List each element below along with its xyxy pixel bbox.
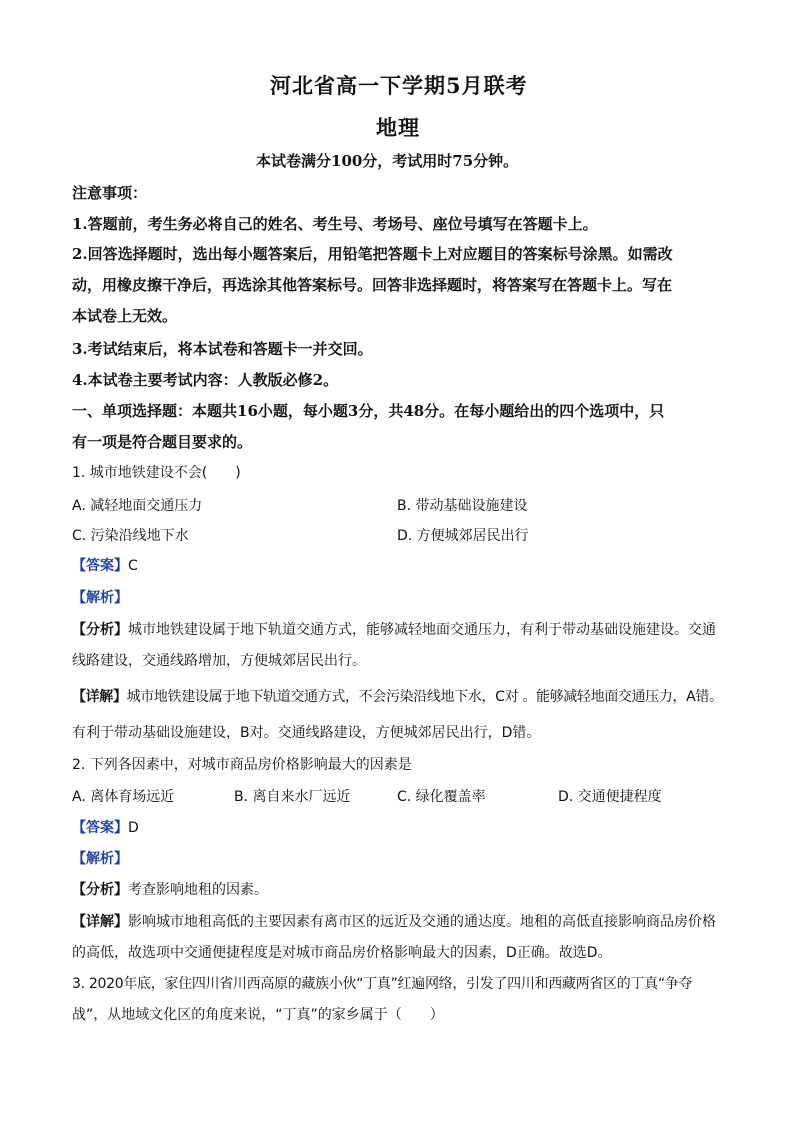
q2-option-c: C. 绿化覆盖率 (397, 789, 486, 805)
q3-stem-line-1: 3. 2020年底，家住四川省川西高原的藏族小伙“丁真”红遍网络，引发了四川和西藏两省区的丁真“争夺 (72, 976, 693, 992)
q1-analysis-tag (72, 587, 128, 607)
q1-fenxi-tag: 【分析】 (72, 622, 128, 638)
q1-analysis-label: 【解析】 (72, 590, 128, 606)
q1-fenxi-text-1: 城市地铁建设属于地下轨道交通方式，能够减轻地面交通压力，有利于带动基础设施建设。交通 (128, 622, 716, 638)
q1-xiangjie-line-1 (72, 686, 723, 706)
q3-stem-line-2: 战”，从地域文化区的角度来说，“丁真”的家乡属于（ ） (72, 1007, 444, 1023)
q2-analysis-label: 【解析】 (72, 851, 128, 867)
q1-answer-tag: 【答案】 (72, 558, 128, 574)
q1-answer (72, 555, 138, 575)
q2-option-b: B. 离自来水厂远近 (234, 789, 351, 805)
q2-fenxi-tag: 【分析】 (72, 882, 128, 898)
q2-xiangjie-text-1: 影响城市地租高低的主要因素有离市区的远近及交通的通达度。地租的高低直接影响商品房价格 (128, 914, 716, 930)
q2-answer (72, 817, 139, 837)
note-2-line-1: 2.回答选择题时，选出每小题答案后，用铅笔把答题卡上对应题目的答案标号涂黑。如需改 (72, 245, 673, 263)
note-4: 4.本试卷主要考试内容：人教版必修2。 (72, 371, 339, 389)
q1-option-b: B. 带动基础设施建设 (397, 498, 528, 514)
exam-title: 河北省高一下学期5月联考 (270, 73, 528, 98)
q1-xiangjie-text-1: 城市地铁建设属于地下轨道交通方式，不会污染沿线地下水，C对 。能够减轻地面交通压力，A错。 (126, 689, 723, 705)
q2-answer-value: D (128, 820, 139, 836)
q1-stem: 1. 城市地铁建设不会( ) (72, 465, 241, 481)
q2-analysis-tag (72, 848, 128, 868)
note-2-line-3: 本试卷上无效。 (72, 307, 178, 325)
q1-option-c: C. 污染沿线地下水 (72, 528, 189, 544)
section-1-line-1: 一、单项选择题：本题共16小题，每小题3分，共48分。在每小题给出的四个选项中，只 (72, 402, 665, 420)
q2-fenxi-text-1: 考查影响地租的因素。 (128, 882, 268, 898)
subject-title: 地理 (376, 115, 420, 140)
q2-fenxi-line-1 (72, 879, 268, 899)
note-3: 3.考试结束后，将本试卷和答题卡一并交回。 (72, 340, 373, 358)
note-1: 1.答题前，考生务必将自己的姓名、考生号、考场号、座位号填写在答题卡上。 (72, 215, 598, 233)
q1-option-d: D. 方便城郊居民出行 (397, 528, 529, 544)
q2-xiangjie-tag: 【详解】 (72, 914, 128, 930)
q1-option-a: A. 减轻地面交通压力 (72, 498, 203, 514)
q1-xiangjie-tag: 【详解】 (72, 689, 127, 705)
q1-answer-value: C (128, 558, 138, 574)
exam-info: 本试卷满分100分，考试用时75分钟。 (256, 152, 519, 170)
note-2-line-2: 动，用橡皮擦干净后，再选涂其他答案标号。回答非选择题时，将答案写在答题卡上。写在 (72, 276, 673, 294)
q1-fenxi-line-1 (72, 619, 716, 639)
q2-stem: 2. 下列各因素中，对城市商品房价格影响最大的因素是 (72, 757, 412, 773)
section-1-line-2: 有一项是符合题目要求的。 (72, 433, 253, 451)
q2-xiangjie-line-1 (72, 911, 716, 931)
q2-option-a: A. 离体育场远近 (72, 789, 175, 805)
q1-fenxi-line-2: 线路建设，交通线路增加，方便城郊居民出行。 (72, 653, 366, 669)
q2-option-d: D. 交通便捷程度 (558, 789, 662, 805)
notes-heading: 注意事项： (72, 184, 148, 202)
q1-xiangjie-line-2: 有利于带动基础设施建设，B对。交通线路建设，方便城郊居民出行，D错。 (72, 725, 541, 741)
q2-answer-tag: 【答案】 (72, 820, 128, 836)
q2-xiangjie-line-2: 的高低，故选项中交通便捷程度是对城市商品房价格影响最大的因素，D正确。故选D。 (72, 945, 612, 961)
